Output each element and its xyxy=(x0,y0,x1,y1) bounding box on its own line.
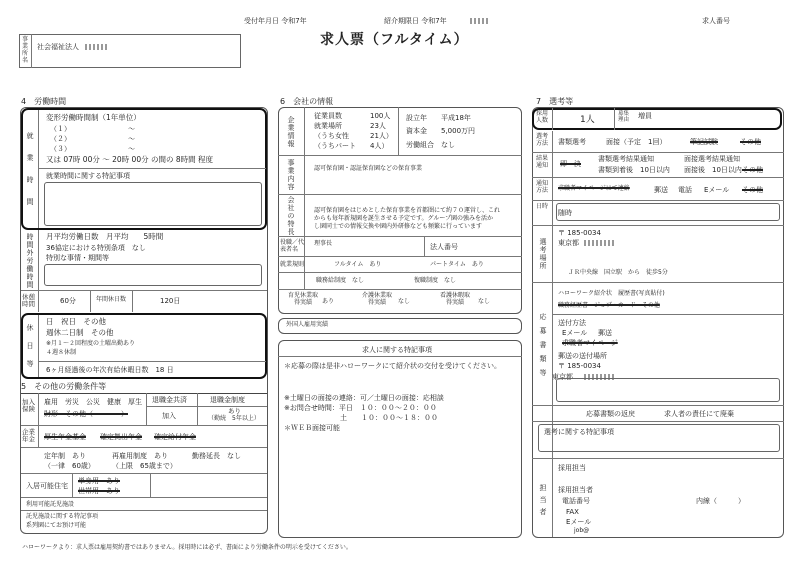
childcare-leave-label: 育児休業取得実績 xyxy=(288,292,319,306)
care-leave-value: なし xyxy=(398,298,411,305)
childcare-note2: 系列園にてお預け可能 xyxy=(26,522,87,529)
notice-phone: 電話 xyxy=(678,186,692,194)
method-docs: 書類選考 xyxy=(558,138,586,146)
fulltime: フルタイム あり xyxy=(334,261,382,268)
holiday-system: 週休二日制 その他 xyxy=(46,328,114,337)
pension-3: 確定給付年金 xyxy=(154,433,196,441)
housing-family: 世帯用 あり xyxy=(78,487,120,495)
childcare-leave-value: あり xyxy=(322,298,335,305)
childcare: 利用可能託児施設 xyxy=(26,501,75,508)
result-immediate: 即 決 xyxy=(560,160,581,168)
job-number-label: 求人番号 xyxy=(702,17,730,25)
pension-2: 確定拠出年金 xyxy=(100,433,142,441)
holiday-note2: ４週８休制 xyxy=(46,349,77,356)
annual-days-label: 年間休日数 xyxy=(96,296,127,303)
contact-email: Eメール xyxy=(566,518,592,526)
office-label: 事 業 所 名 xyxy=(21,36,28,64)
holiday-days: 日 祝日 その他 xyxy=(46,317,106,326)
send-email: Eメール xyxy=(562,329,588,337)
established: 設立年 平成18年 xyxy=(406,114,471,122)
insurance-line2: 財形 その他（ ） xyxy=(44,410,128,418)
overtime-avg: 月平均労働日数 月平均 5時間 xyxy=(46,232,164,241)
company-label: 企 業 情 報 xyxy=(287,115,295,149)
childcare-note: 託児施設に関する特記事項 xyxy=(26,513,99,520)
contact-domain: job@ xyxy=(574,527,590,534)
rep-value: 理事長 xyxy=(314,240,333,247)
send-mail: 郵送 xyxy=(598,329,612,337)
redacted-mark xyxy=(85,44,109,50)
tilde: ～ xyxy=(128,135,135,143)
feature-line2: からも毎年新規園を誕生させる予定です。グループ園の強みを活か xyxy=(314,215,494,222)
employees-site: 就業場所 23人 xyxy=(314,122,386,130)
result-docs-days: 書類到着後 10日以内 xyxy=(598,166,670,174)
date-box xyxy=(556,203,780,221)
send-mypage: 求職者マイページ xyxy=(562,339,618,347)
contact-fax: FAX xyxy=(566,508,579,516)
shift-range: 又は 07時 00分 ～ 20時 00分 の間の 8時間 程度 xyxy=(46,155,214,164)
method-label: 選考方法 xyxy=(536,133,549,147)
place-zip: 〒 185-0034 xyxy=(558,229,601,237)
sec6-title: 6 会社の情報 xyxy=(280,97,334,106)
contact-person: 採用担当者 xyxy=(558,486,593,494)
union: 労働組合 なし xyxy=(406,141,455,149)
method-interview: 面接（予定 1回） xyxy=(606,138,667,146)
retire-system-value: あり xyxy=(228,407,241,415)
retire-system-label: 退職金制度 xyxy=(210,396,245,404)
notice-other: その他 xyxy=(742,186,763,194)
contact-role: 採用担当 xyxy=(558,464,586,472)
special-title: 求人に関する特記事項 xyxy=(362,346,432,354)
date-value: 随時 xyxy=(558,209,572,217)
business-label: 事 業 内 容 xyxy=(287,158,295,192)
employees-part: （うちパート 4人） xyxy=(314,142,389,150)
special-line1: ＊応募の際は是非ハローワークにて紹介状の交付を受けてください。 xyxy=(284,362,501,370)
nursing-leave-value: なし xyxy=(478,298,491,305)
care-leave-label: 介護休業取得実績 xyxy=(362,292,393,306)
overtime-label: 時 間 外 労 働 時 間 xyxy=(26,232,34,290)
retire-system-sub: （勤続 5年以上） xyxy=(208,415,260,422)
shift-note-box xyxy=(44,182,262,226)
overtime-special: 特別な事情・期間等 xyxy=(46,254,109,262)
feature-line3: し園同士での情報交換や園内外研修なども頻繁に行っています xyxy=(314,223,483,230)
housing-label: 入居可能住宅 xyxy=(26,482,68,490)
holiday-note1: ※月１～２回程度の土曜出勤あり xyxy=(46,340,136,347)
return-system: 復職制度 なし xyxy=(414,277,457,284)
contact-label: 担 当 者 xyxy=(539,483,547,517)
notice-email: Eメール xyxy=(704,186,730,194)
foreign-label: 外国人雇用実績 xyxy=(286,321,329,328)
feature-line1: 認可保育園をはじめとした保育事業を首都圏にて約７０運営し、これ xyxy=(314,207,501,214)
rehire: 再雇用制度 あり xyxy=(112,452,168,460)
page-title: 求人票（フルタイム） xyxy=(320,32,469,48)
send-method-label: 送付方法 xyxy=(558,319,586,327)
rehire-sub: （上限 65歳まで） xyxy=(112,462,177,470)
footer-note: ハローワークより：求人票は雇用契約書ではありません。採用時には必ず、書面により労働条件の明示を受けてください。 xyxy=(22,544,352,551)
result-docs: 書類選考結果通知 xyxy=(598,155,654,163)
tilde: ～ xyxy=(128,125,135,133)
pension-label: 企業年金 xyxy=(22,428,35,444)
method-other: その他 xyxy=(740,138,761,146)
contact-tel: 電話番号 xyxy=(562,497,590,505)
shift-label: 就 業 時 間 xyxy=(26,131,34,207)
housing-single: 単身用 あり xyxy=(78,477,120,485)
select-note-label: 選考に関する特記事項 xyxy=(544,428,614,436)
result-other: その他 xyxy=(742,166,763,174)
mail-address-label: 郵送の送付場所 xyxy=(558,352,607,360)
return-label: 応募書類の返戻 xyxy=(586,410,635,418)
special-line4: ※土曜日の面接の連絡：可／土曜日の面接：応相談 xyxy=(284,394,444,402)
hire-value: 1人 xyxy=(580,115,595,125)
business-value: 認可保育園・認証保育園などの保育事業 xyxy=(314,165,423,172)
result-interview: 面接選考結果通知 xyxy=(684,155,740,163)
special-line5: ※お問合せ時間：平日 １０：００～２０：００ xyxy=(284,404,437,412)
break-label: 休憩時間 xyxy=(22,293,35,309)
hire-label: 採用人数 xyxy=(536,110,549,124)
place-label: 選 考 場 所 xyxy=(539,237,547,271)
mail-zip: 〒 185-0034 xyxy=(558,362,601,370)
annual-days-value: 120日 xyxy=(160,297,181,305)
reason-value: 増員 xyxy=(638,112,652,120)
rep-label: 役職／代表者名 xyxy=(280,239,305,253)
notice-mail: 郵送 xyxy=(654,186,668,194)
notice-label: 通知方法 xyxy=(536,180,549,194)
retire-age: 定年制 あり xyxy=(44,452,86,460)
reason-label: 募集理由 xyxy=(618,111,630,124)
place-station: ＪＲ中央線 国立駅 から 徒歩5分 xyxy=(568,269,668,276)
capital: 資本金 5,000万円 xyxy=(406,127,476,135)
break-value: 60分 xyxy=(60,297,76,305)
corp-no-label: 法人番号 xyxy=(430,243,458,251)
shift-2: （２） xyxy=(50,135,71,143)
parttime: パートタイム あり xyxy=(430,261,484,268)
extension: 勤務延長 なし xyxy=(192,452,241,460)
docs-line2: 職務経歴書 ジョブ・カード その他 xyxy=(558,302,660,309)
redacted-mark xyxy=(584,240,614,246)
shift-type: 変形労働時間制（1年単位） xyxy=(46,113,141,122)
feature-label: 会 社 の 特 長 xyxy=(287,195,295,237)
insurance-line1: 雇用 労災 公災 健康 厚生 xyxy=(44,398,142,406)
contact-ext: 内線（ ） xyxy=(696,497,745,505)
tilde: ～ xyxy=(128,145,135,153)
employees-female: （うち女性 21人） xyxy=(314,132,393,140)
sec5-title: 5 その他の労働条件等 xyxy=(21,382,107,391)
insurance-label: 加入保険 xyxy=(22,398,35,414)
wage-system: 職務給制度 なし xyxy=(316,277,365,284)
place-address: 東京都 xyxy=(558,239,579,247)
shift-3: （３） xyxy=(50,145,71,153)
result-interview-days: 面接後 10日以内 xyxy=(684,166,742,174)
work-rules-label: 就業規則 xyxy=(280,261,305,268)
mail-address: 東京都 xyxy=(552,373,573,381)
employees-total: 従業員数 100人 xyxy=(314,112,391,120)
method-written: 筆記試験 xyxy=(690,138,718,146)
retire-age-sub: （一律 60歳） xyxy=(44,462,95,470)
sec4-title: 4 労働時間 xyxy=(21,97,67,106)
docs-line1: ハローワーク紹介状 履歴書(写真貼付) xyxy=(558,290,665,297)
notice-mypage: 求職者マイページにて連絡 xyxy=(558,185,630,192)
retire-mutual-label: 退職金共済 xyxy=(152,396,187,404)
special-line7: ＊ＷＥＢ面接可能 xyxy=(284,424,340,432)
holiday-label: 休 日 等 xyxy=(26,323,34,369)
paid-leave: 6ヶ月経過後の年次有給休暇日数 18 日 xyxy=(46,366,174,374)
retire-mutual-value: 加入 xyxy=(162,412,176,420)
special-line6: 土 １０：００～１８：００ xyxy=(284,414,438,422)
referral-deadline: 紹介期限日 令和7年 xyxy=(384,17,447,25)
received-date: 受付年月日 令和7年 xyxy=(244,17,307,25)
mail-address-box xyxy=(556,378,780,402)
return-value: 求人者の責任にて廃棄 xyxy=(664,410,734,418)
shift-note-label: 就業時間に関する特記事項 xyxy=(46,172,130,180)
redacted-mark xyxy=(470,18,490,24)
date-label: 日時 xyxy=(536,203,549,210)
office-name: 社会福祉法人 xyxy=(37,43,79,51)
shift-1: （１） xyxy=(50,125,71,133)
sec7-title: 7 選考等 xyxy=(536,97,574,106)
result-label: 結果通知 xyxy=(536,155,549,169)
overtime-36: 36協定における特別条項 なし xyxy=(46,244,146,252)
pension-1: 厚生年金基金 xyxy=(44,433,86,441)
nursing-leave-label: 看護休暇取得実績 xyxy=(440,292,471,306)
overtime-note-box xyxy=(44,264,262,286)
hire-box xyxy=(532,108,782,130)
docs-label: 応 募 書 類 等 xyxy=(539,312,547,378)
